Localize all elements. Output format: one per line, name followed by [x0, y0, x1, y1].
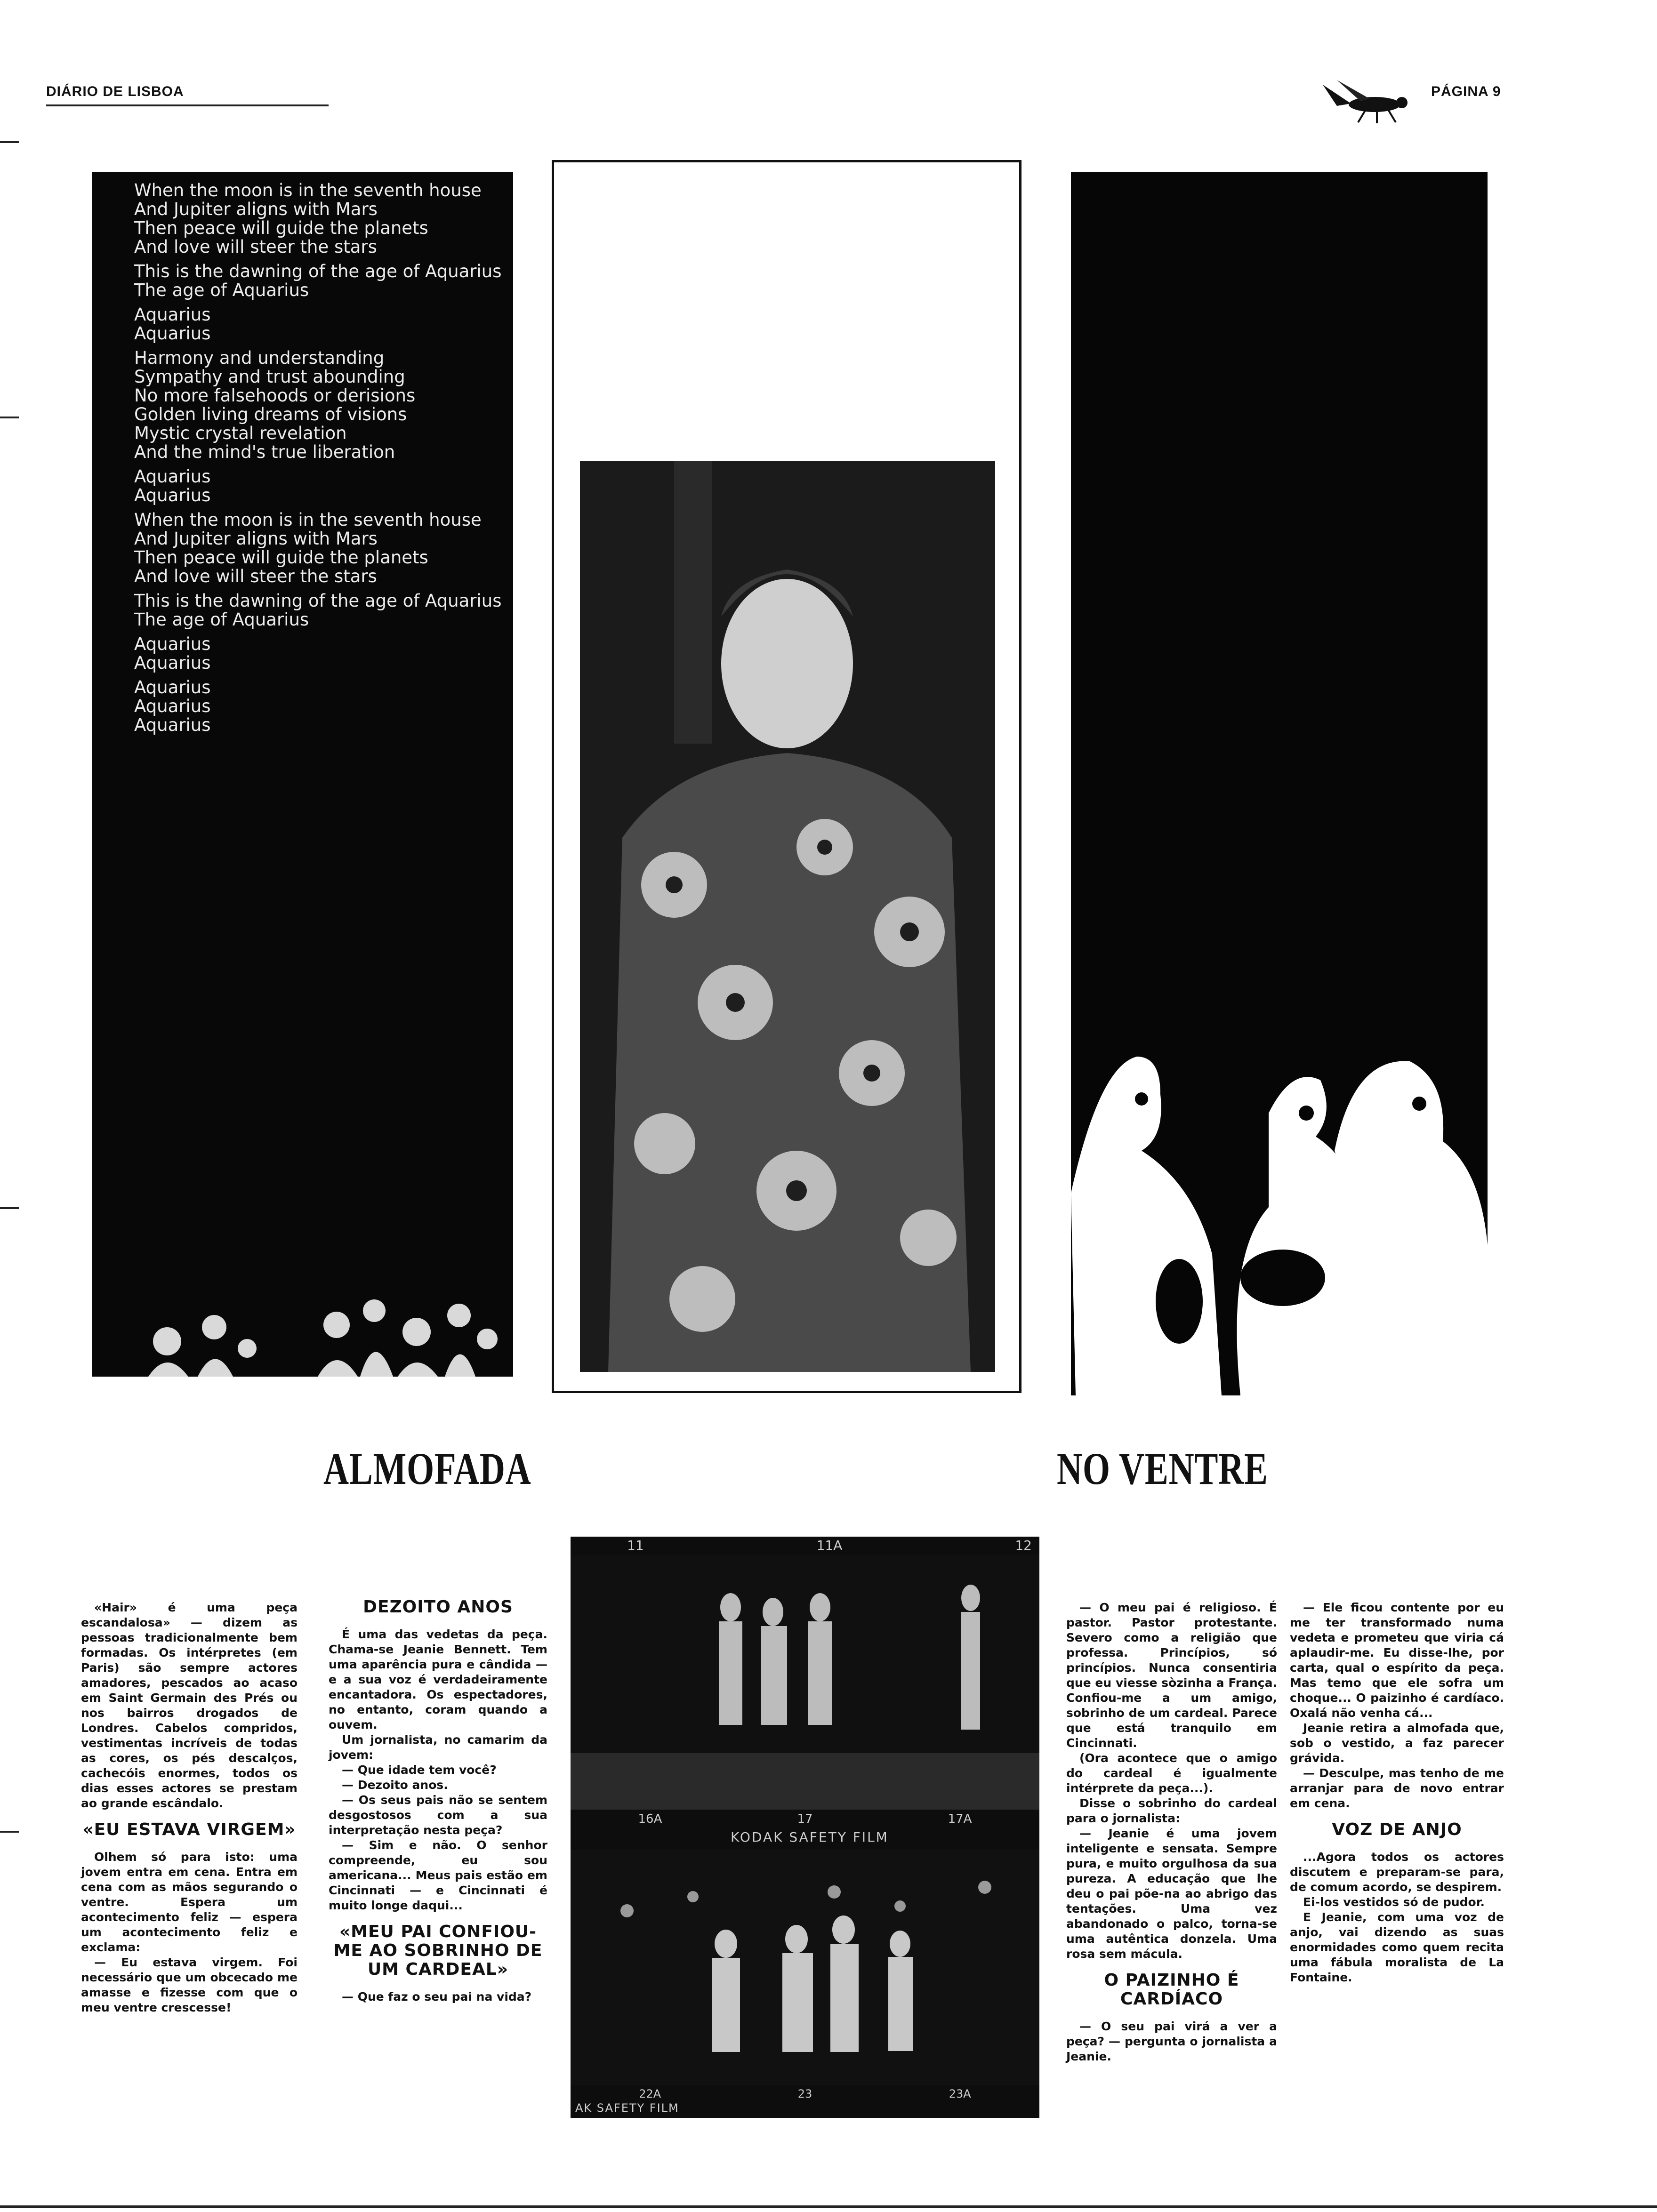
contact-sheet-photo	[571, 1537, 1039, 2118]
frame-numbers-middle	[571, 1812, 1039, 1826]
paragraph: Jeanie retira a almofada que, sob o vestido, a faz parecer grávida.	[1290, 1721, 1504, 1765]
lyrics-stanza	[134, 678, 502, 735]
paragraph: Olhem só para isto: uma jovem entra em cena. Entra em cena com as mãos segurando o ventre. Espera um acontecimento feliz — espera um acontecimento feliz e exclama:	[81, 1850, 298, 1954]
lyrics-line: Aquarius	[134, 323, 211, 344]
paragraph: — Ele ficou contente por eu me ter transformado numa vedeta e prometeu que viria cá aplaudir-me. Eu disse-lhe, por carta, qual o espírito da peça. Mas temo que ele sofra um choque... O paizinho é cardíaco. Oxalá não venha cá...	[1290, 1601, 1504, 1720]
lyrics-stanza	[134, 262, 502, 300]
lyrics-line: Aquarius	[134, 485, 211, 505]
frame-number: 12	[1015, 1538, 1032, 1553]
frame-number: 16A	[638, 1812, 662, 1826]
paragraph: É uma das vedetas da peça. Chama-se Jeanie Bennett. Tem uma aparência pura e cândida — e a sua voz é verdadeiramente encantadora. Os espectadores, no entanto, coram quando a ouvem.	[329, 1627, 547, 1731]
frame-number: 23	[797, 2087, 812, 2100]
lyrics-line: No more falsehoods or derisions	[134, 385, 416, 406]
frame-number: 23A	[949, 2087, 971, 2100]
lyrics-line: When the moon is in the seventh house	[134, 510, 482, 530]
lyrics-stanza	[134, 181, 502, 256]
subheading-eu-estava-virgem: «EU ESTAVA VIRGEM»	[82, 1820, 296, 1839]
lyrics-stanza	[134, 305, 502, 343]
article-column-4	[1290, 1600, 1504, 1985]
headline-left: ALMOFADA	[323, 1443, 531, 1494]
dialogue-line: — Sim e não. O senhor compreende, eu sou americana... Meus pais estão em Cincinnati — e Cincinnati é muito longe daqui...	[329, 1838, 547, 1912]
lyrics-line: Aquarius	[134, 305, 211, 325]
article-column-3	[1066, 1600, 1277, 2064]
audience-silhouettes-image	[92, 1207, 513, 1377]
lyrics-stanza	[134, 592, 502, 629]
paragraph: Um jornalista, no camarim da jovem:	[329, 1733, 547, 1762]
film-brand-bottom: AK SAFETY FILM	[575, 2101, 679, 2115]
lyrics-line: Harmony and understanding	[134, 348, 385, 368]
frame-number: 17	[797, 1812, 813, 1826]
performers-silhouette-image	[1071, 172, 1488, 1395]
margin-mark	[0, 1831, 19, 1833]
stage-photo-frame-1	[571, 1555, 1039, 1810]
lyrics-line: And love will steer the stars	[134, 566, 377, 586]
lyrics-stanza	[134, 511, 502, 586]
lyrics-line: Aquarius	[134, 677, 211, 697]
lyrics-line: Aquarius	[134, 634, 211, 654]
paragraph: (Ora acontece que o amigo do cardeal é igualmente intérprete da peça...).	[1066, 1751, 1277, 1795]
subheading-paizinho-cardiaco: O PAIZINHO É CARDÍACO	[1104, 1971, 1239, 2009]
lyrics-stanza	[134, 467, 502, 505]
paragraph: Disse o sobrinho do cardeal para o jornalista:	[1066, 1796, 1277, 1825]
paragraph: E Jeanie, com uma voz de anjo, vai dizendo as suas enormidades como quem recita uma fábula moralista de La Fontaine.	[1290, 1910, 1504, 1984]
lyrics-line: Sympathy and trust abounding	[134, 367, 405, 387]
lyrics-line: Aquarius	[134, 715, 211, 735]
lyrics-line: Aquarius	[134, 696, 211, 716]
lyrics-stanza	[134, 635, 502, 673]
aquarius-lyrics	[134, 181, 502, 740]
lyrics-line: Then peace will guide the planets	[134, 218, 428, 238]
paragraph: — Desculpe, mas tenho de me arranjar para de novo entrar em cena.	[1290, 1766, 1504, 1810]
lyrics-line: Mystic crystal revelation	[134, 423, 347, 443]
frame-numbers-top	[627, 1538, 1032, 1553]
film-brand: KODAK SAFETY FILM	[731, 1829, 889, 1845]
lyrics-stanza	[134, 349, 502, 462]
intro-paragraph: «Hair» é uma peça escandalosa» — dizem as pessoas tradicionalmente bem formadas. Os intérpretes (em Paris) são sempre actores amadores, pescados ao acaso em Saint Germain des Prés ou nos bairros drogados de Londres. Cabelos compridos, vestimentas incríveis de todas as cores, os pés descalços, cachecóis enormes, todos os dias esses actores se prestam ao grande escândalo.	[81, 1601, 298, 1810]
lyrics-line: Golden living dreams of visions	[134, 404, 407, 425]
quote: — Eu estava virgem. Foi necessário que um obcecado me amasse e fizesse com que o meu ventre crescesse!	[81, 1956, 298, 2014]
lyrics-line: The age of Aquarius	[134, 609, 309, 630]
subheading-voz-de-anjo: VOZ DE ANJO	[1332, 1820, 1462, 1839]
dialogue-line: — Os seus pais não se sentem desgostosos com a sua interpretação nesta peça?	[329, 1793, 547, 1837]
article-column-2	[329, 1598, 547, 2004]
lyrics-line: The age of Aquarius	[134, 280, 309, 300]
lyrics-line: When the moon is in the seventh house	[134, 180, 482, 200]
stage-photo-frame-2	[571, 1850, 1039, 2085]
dialogue-line: — Dezoito anos.	[342, 1778, 448, 1792]
paragraph: — O seu pai virá a ver a peça? — pergunta o jornalista a Jeanie.	[1066, 2020, 1277, 2063]
frame-number: 11A	[816, 1538, 843, 1553]
subheading-dezoito-anos: DEZOITO ANOS	[363, 1597, 513, 1617]
margin-mark	[0, 1207, 19, 1209]
page-number: PÁGINA 9	[1431, 84, 1501, 99]
lyrics-line: And love will steer the stars	[134, 237, 377, 257]
frame-numbers-bottom	[571, 2087, 1039, 2100]
lyrics-line: Aquarius	[134, 466, 211, 487]
dialogue-line: — Que faz o seu pai na vida?	[342, 1990, 532, 2004]
lyrics-line: Then peace will guide the planets	[134, 547, 428, 568]
paragraph: Ei-los vestidos só de pudor.	[1303, 1895, 1485, 1909]
lyrics-line: This is the dawning of the age of Aquarius	[134, 261, 502, 281]
margin-mark	[0, 417, 19, 418]
frame-number: 11	[627, 1538, 644, 1553]
lyrics-line: And the mind's true liberation	[134, 442, 395, 462]
headline-right: NO VENTRE	[1057, 1443, 1268, 1494]
margin-mark	[0, 141, 19, 143]
aquarius-lyrics-panel	[92, 172, 513, 1377]
header-rule	[46, 104, 329, 106]
lyrics-line: This is the dawning of the age of Aquarius	[134, 591, 502, 611]
paragraph: — Jeanie é uma jovem inteligente e sensata. Sempre pura, e muito orgulhosa da sua pureza. A educação que lhe deu o pai põe-na ao abrigo das tentações. Uma vez abandonado o palco, torna-se uma autêntica donzela. Uma rosa sem mácula.	[1066, 1827, 1277, 1961]
paragraph: — O meu pai é religioso. É pastor. Pastor protestante. Severo como a religião que professa. Princípios, só princípios. Nunca consentiria que eu viesse sòzinha a França. Confiou-me a um amigo, sobrinho de um cardeal. Parece que está tranquilo em Cincinnati.	[1066, 1601, 1277, 1750]
lyrics-line: And Jupiter aligns with Mars	[134, 529, 378, 549]
newspaper-name: DIÁRIO DE LISBOA	[46, 84, 184, 99]
fly-icon	[1318, 75, 1417, 127]
lyrics-line: And Jupiter aligns with Mars	[134, 199, 378, 219]
lyrics-line: Aquarius	[134, 653, 211, 673]
bottom-rule	[0, 2205, 1657, 2208]
frame-number: 17A	[948, 1812, 972, 1826]
jeanie-portrait-photo	[580, 461, 995, 1372]
frame-number: 22A	[639, 2087, 661, 2100]
paragraph: ...Agora todos os actores discutem e preparam-se para, de comum acordo, se despirem.	[1290, 1850, 1504, 1894]
article-column-1	[81, 1600, 298, 2015]
subheading-meu-pai: «MEU PAI CONFIOU-ME AO SOBRINHO DE UM CARDEAL»	[333, 1922, 543, 1979]
dialogue-line: — Que idade tem você?	[342, 1763, 497, 1777]
